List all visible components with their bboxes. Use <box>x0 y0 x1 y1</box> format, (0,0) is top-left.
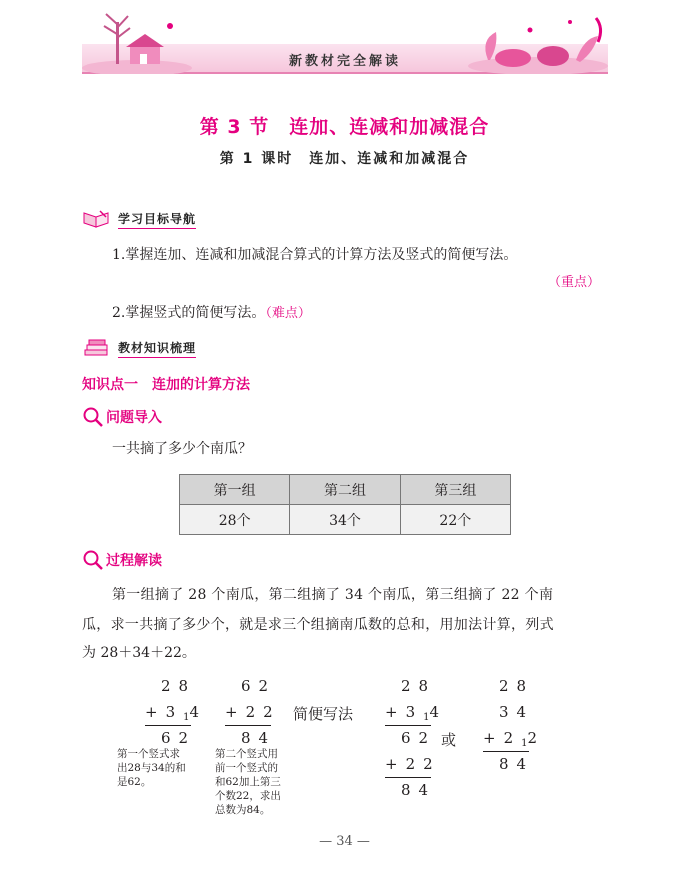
objective-item-2 <box>112 302 311 325</box>
table-row <box>180 505 511 535</box>
objective-item-1-note: （重点） <box>548 275 601 290</box>
objective-item-2-text: 2.掌握竖式的简便写法。 <box>112 305 266 321</box>
page-header <box>82 12 608 76</box>
calc-digits: 62 <box>161 729 197 747</box>
process-line-1: 第一组摘了 28 个南瓜，第二组摘了 34 个南瓜，第三组摘了 22 个南 <box>112 587 554 603</box>
calc-line <box>225 725 271 726</box>
calc-digits: $+3_14$ <box>145 703 208 723</box>
table-header-row <box>180 475 511 505</box>
header-title: 新教材完全解读 <box>288 54 401 69</box>
calc-digits: 84 <box>401 781 437 799</box>
pumpkin-table <box>179 474 511 535</box>
calc-digits: 34 <box>499 703 535 721</box>
process-heading-label: 过程解读 <box>106 553 162 569</box>
knowledge-point-title: 知识点一 连加的计算方法 <box>82 377 250 393</box>
calc-line <box>145 725 191 726</box>
note-line: 第二个竖式用 <box>215 748 278 760</box>
calc-note-2 <box>215 747 305 817</box>
process-heading <box>82 549 162 571</box>
intro-heading <box>82 406 162 428</box>
or-label: 或 <box>441 731 457 749</box>
page-number: — 34 — <box>319 834 370 849</box>
note-line: 出28与34的和 <box>117 762 186 774</box>
table-cell: 22个 <box>400 505 510 535</box>
note-line: 前一个竖式的 <box>215 762 278 774</box>
calc-digits: 62 <box>241 677 277 695</box>
calc-digits: 28 <box>161 677 197 695</box>
calc-digits: +22 <box>385 755 441 773</box>
simple-method-label: 简便写法 <box>293 705 354 723</box>
process-line-3: 为 28＋34＋22。 <box>82 645 196 661</box>
calc-line <box>385 777 431 778</box>
calc-digits: 84 <box>241 729 277 747</box>
intro-question: 一共摘了多少个南瓜？ <box>112 441 252 457</box>
objective-item-1: 1.掌握连加、连减和加减混合算式的计算方法及竖式的简便写法。 <box>112 247 518 263</box>
calc-digits: +22 <box>225 703 281 721</box>
lesson-title: 第 1 课时 连加、连减和加减混合 <box>219 151 470 167</box>
section-title: 第 3 节 连加、连减和加减混合 <box>199 116 490 138</box>
process-line-2: 瓜，求一共摘了多少个，就是求三个组摘南瓜数的总和，用加法计算，列式 <box>82 617 554 633</box>
note-line: 是62。 <box>117 776 152 788</box>
table-header-cell: 第三组 <box>400 475 510 505</box>
magnifier-icon <box>82 406 104 428</box>
calc-note-1 <box>117 747 203 789</box>
knowledge-tag <box>82 338 196 358</box>
table-header-cell: 第一组 <box>180 475 290 505</box>
calc-line <box>483 751 529 752</box>
calc-digits: 28 <box>499 677 535 695</box>
note-line: 个数22，求出 <box>215 790 281 802</box>
objectives-tag-label: 学习目标导航 <box>118 210 196 229</box>
knowledge-tag-label: 教材知识梳理 <box>118 339 196 358</box>
calc-digits: $+3_14$ <box>385 703 448 723</box>
objective-item-2-note: （难点） <box>265 306 311 321</box>
calc-line <box>385 725 431 726</box>
vertical-calculations <box>105 667 608 831</box>
table-header-cell: 第二组 <box>290 475 400 505</box>
calc-digits: 84 <box>499 755 535 773</box>
note-line: 第一个竖式求 <box>117 748 180 760</box>
books-stack-icon <box>82 338 112 358</box>
calc-digits: $+2_12$ <box>483 729 546 749</box>
note-line: 和62加上第三 <box>215 776 281 788</box>
calc-digits: 62 <box>401 729 437 747</box>
table-cell: 28个 <box>180 505 290 535</box>
intro-heading-label: 问题导入 <box>106 410 162 426</box>
book-icon <box>82 209 112 229</box>
calc-digits: 28 <box>401 677 437 695</box>
note-line: 总数为84。 <box>215 804 271 816</box>
table-cell: 34个 <box>290 505 400 535</box>
objectives-tag <box>82 209 196 229</box>
magnifier-icon <box>82 549 104 571</box>
